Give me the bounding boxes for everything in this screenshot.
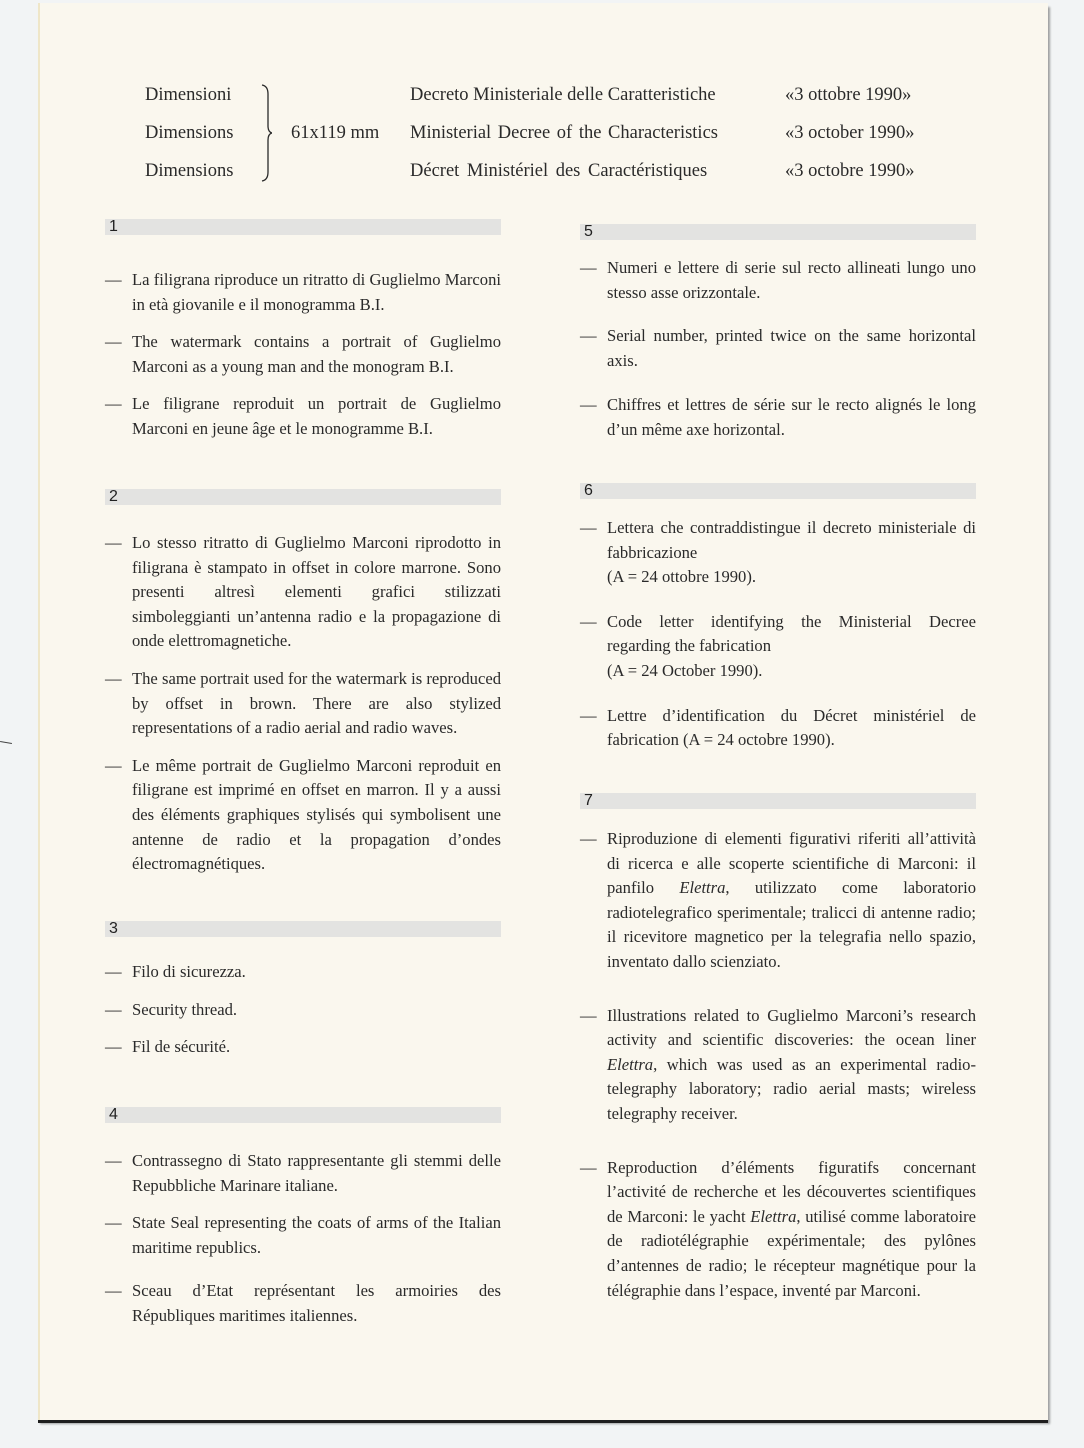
em-dash: —: [105, 1213, 122, 1233]
decree-titles: [410, 82, 718, 196]
item-text: La filigrana riproduce un ritratto di Guglielmo Marconi in età giovanile e il monogramma B.I.: [132, 270, 501, 314]
list-item-en: [105, 330, 501, 379]
item-date: (A = 24 ottobre 1990).: [607, 567, 757, 587]
list-item-en: [580, 1004, 976, 1127]
item-text: Contrassegno di Stato rappresentante gli stemmi delle Repubbliche Marinare italiane.: [132, 1151, 501, 1195]
em-dash: —: [105, 999, 122, 1019]
em-dash: —: [580, 258, 597, 277]
dimensions-labels: [145, 82, 233, 196]
em-dash: —: [105, 962, 122, 981]
list-item-fr: [580, 1156, 976, 1304]
item-text: The watermark contains a portrait of Guglielmo Marconi as a young man and the monogram B.I.: [132, 332, 501, 376]
item-text: Fil de sécurité.: [132, 1037, 231, 1057]
section-number: 5: [584, 223, 593, 240]
list-item-fr: [580, 393, 976, 442]
section-6: [580, 483, 976, 753]
em-dash: —: [580, 705, 597, 725]
section-2: [105, 489, 501, 877]
em-dash: —: [580, 518, 597, 537]
section-header-bar: [580, 793, 976, 809]
list-item-fr: [105, 754, 501, 877]
item-text: Lettre d’identification du Décret ministériel de fabrication (A = 24 octobre 1990).: [607, 705, 976, 750]
item-text-cont: , which was used as an experimental radio-telegraphy laboratory; radio aerial masts; wireless telegraphy receiver.: [607, 1054, 976, 1123]
dimensions-label-fr: Dimensions: [145, 161, 234, 181]
item-text: Lo stesso ritratto di Guglielmo Marconi riprodotto in filigrana è stampato in offset in colore marrone. Sono presenti altresì elementi grafici stilizzati simboleggianti un’antenna radio e la propagazione di onde elettromagnetiche.: [132, 533, 501, 651]
em-dash: —: [580, 829, 597, 848]
list-item-it: [105, 1149, 501, 1198]
item-text: Filo di sicurezza.: [132, 962, 246, 981]
em-dash: —: [105, 1037, 122, 1057]
section-header-bar: [580, 224, 976, 240]
note-size: 61x119 mm: [291, 123, 380, 143]
list-item-en: [105, 667, 501, 741]
em-dash: —: [105, 1151, 122, 1170]
list-item-it: [580, 516, 976, 590]
curly-brace-icon: [260, 84, 272, 182]
scan-artifact-mark: [0, 741, 12, 744]
item-text: Sceau d’Etat représentant les armoiries des Républiques maritimes italiennes.: [132, 1281, 501, 1325]
section-header-bar: [105, 1107, 501, 1123]
list-item-it: [105, 268, 501, 317]
em-dash: —: [105, 533, 122, 552]
section-number: 2: [109, 488, 118, 505]
em-dash: —: [580, 1005, 597, 1025]
section-number: 1: [109, 218, 118, 235]
item-date: (A = 24 October 1990).: [607, 660, 763, 680]
item-text: Chiffres et lettres de série sur le recto alignés le long d’un même axe horizontal.: [607, 395, 976, 439]
list-item-en: [580, 324, 976, 373]
em-dash: —: [105, 668, 122, 688]
list-item-en: [105, 1211, 501, 1260]
section-number: 6: [584, 482, 593, 499]
decree-title-en: Ministerial Decree of the Characteristics: [410, 123, 718, 143]
section-number: 4: [109, 1106, 118, 1123]
list-item-fr: [105, 392, 501, 441]
decree-date-en: «3 october 1990»: [785, 123, 915, 143]
section-number: 7: [584, 792, 593, 809]
list-item-it: [105, 960, 501, 985]
item-text: The same portrait used for the watermark is reproduced by offset in brown. There are also stylized representations of a radio aerial and radio waves.: [132, 668, 501, 738]
dimensions-label-en: Dimensions: [145, 123, 234, 143]
section-number: 3: [109, 920, 118, 937]
ship-name: Elettra: [750, 1206, 797, 1226]
em-dash: —: [105, 394, 122, 414]
item-text: Reproduction d’éléments figuratifs concernant l’activité de recherche et les découvertes scientifiques de Marconi: le yacht: [607, 1157, 976, 1226]
item-text-cont: , utilisé comme laboratoire de radiotélégraphie expérimentale; des pylônes d’antennes de radio; le récepteur magnétique pour la télégraphie dans l’espace, inventé par Marconi.: [607, 1206, 976, 1300]
em-dash: —: [105, 270, 122, 289]
em-dash: —: [105, 1281, 122, 1301]
section-3: [105, 921, 501, 1060]
section-1: [105, 219, 501, 442]
list-item-it: [580, 256, 976, 305]
section-4: [105, 1107, 501, 1329]
specification-header: [0, 82, 1084, 192]
em-dash: —: [580, 611, 597, 631]
list-item-en: [580, 610, 976, 684]
item-text: Security thread.: [132, 999, 238, 1019]
item-text: Le filigrane reproduit un portrait de Guglielmo Marconi en jeune âge et le monogramme B.I.: [132, 394, 501, 438]
item-text: Numeri e lettere di serie sul recto allineati lungo uno stesso asse orizzontale.: [607, 258, 976, 302]
section-header-bar: [580, 483, 976, 499]
ship-name: Elettra: [607, 1054, 654, 1074]
item-text-cont: , utilizzato come laboratorio radiotelegrafico sperimentale; tralicci di antenne radio; il ricevitore magnetico per la telegrafia nello spazio, inventato dallo scienziato.: [607, 878, 976, 971]
em-dash: —: [580, 395, 597, 415]
dimensions-label-it: Dimensioni: [145, 85, 232, 105]
em-dash: —: [105, 332, 122, 352]
decree-dates: [785, 82, 914, 196]
item-text: Code letter identifying the Ministerial Decree regarding the fabrication: [607, 611, 976, 656]
em-dash: —: [580, 326, 597, 346]
item-text: Le même portrait de Guglielmo Marconi reproduit en filigrane est imprimé en offset en marron. Il y a aussi des éléments graphiques stylisés qui symbolisent une antenne de radio et la propagation d’ondes électromagnétiques.: [132, 755, 501, 874]
item-text: State Seal representing the coats of arms of the Italian maritime republics.: [132, 1213, 501, 1257]
section-header-bar: [105, 921, 501, 937]
section-5: [580, 224, 976, 443]
list-item-fr: [105, 1279, 501, 1328]
section-7: [580, 793, 976, 1303]
list-item-en: [105, 998, 501, 1023]
item-text: Lettera che contraddistingue il decreto ministeriale di fabbricazione: [607, 518, 976, 562]
section-header-bar: [105, 219, 501, 235]
item-text: Riproduzione di elementi figurativi riferiti all’attività di ricerca e alle scoperte scientifiche di Marconi: il panfilo: [607, 829, 976, 898]
list-item-fr: [580, 704, 976, 753]
section-header-bar: [105, 489, 501, 505]
ship-name: Elettra: [679, 878, 726, 898]
item-text: Serial number, printed twice on the same horizontal axis.: [607, 326, 976, 370]
list-item-fr: [105, 1035, 501, 1060]
list-item-it: [580, 827, 976, 975]
decree-date-fr: «3 octobre 1990»: [785, 161, 915, 181]
list-item-it: [105, 531, 501, 654]
em-dash: —: [105, 755, 122, 775]
decree-title-it: Decreto Ministeriale delle Caratteristiche: [410, 85, 716, 105]
decree-date-it: «3 ottobre 1990»: [785, 85, 912, 105]
em-dash: —: [580, 1157, 597, 1177]
decree-title-fr: Décret Ministériel des Caractéristiques: [410, 161, 708, 181]
item-text: Illustrations related to Guglielmo Marconi’s research activity and scientific discoveries: the ocean liner: [607, 1005, 976, 1050]
